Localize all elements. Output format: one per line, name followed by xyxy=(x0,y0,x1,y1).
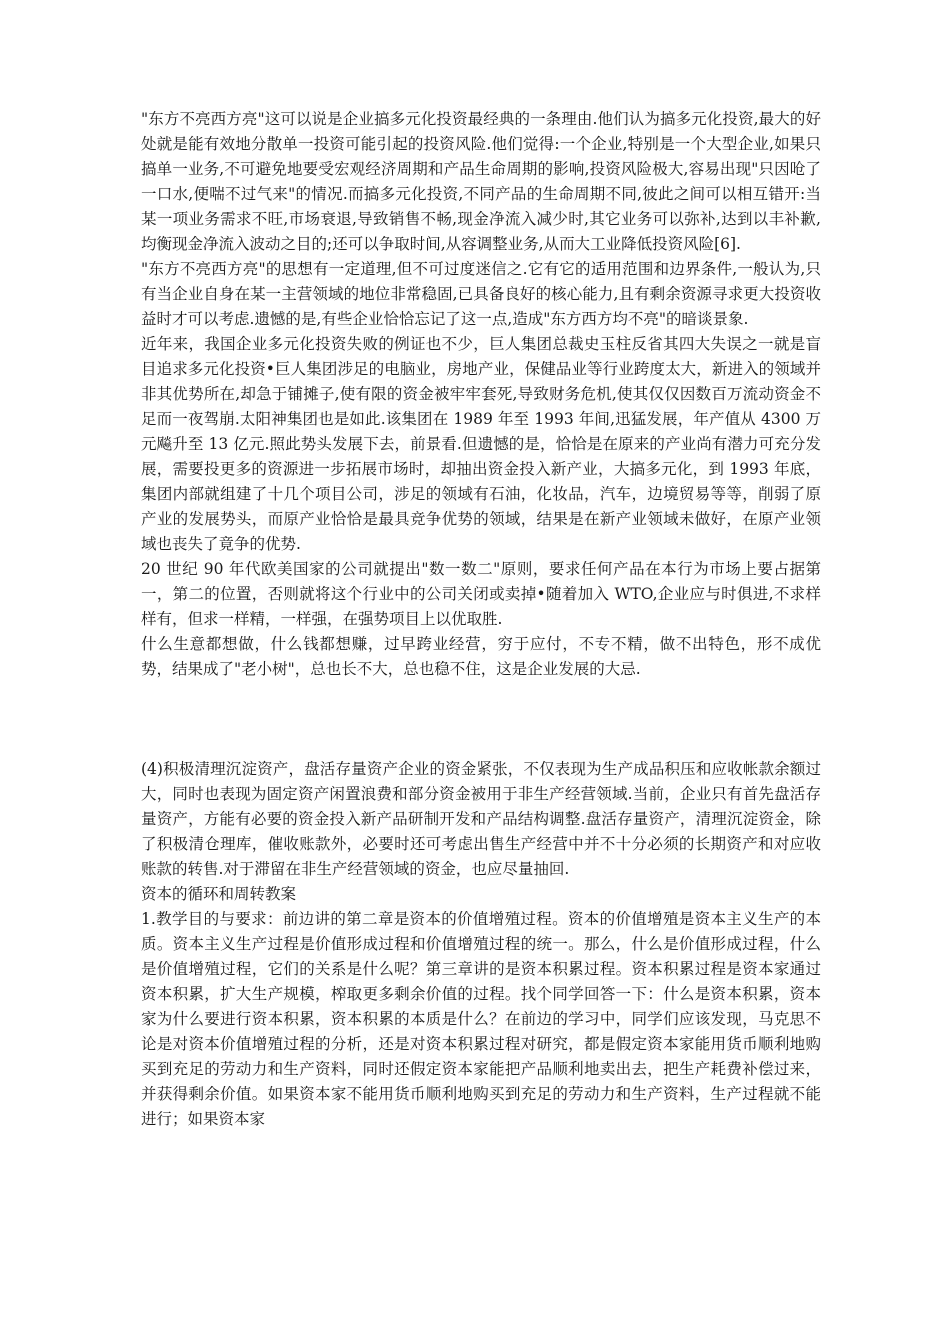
paragraph-diversification-limits: "东方不亮西方亮"的思想有一定道理,但不可过度迷信之.它有它的适用范围和边界条件,一般认为,只有当企业自身在某一主营领域的地位非常稳固,已具备良好的核心能力,且有剩余资源寻求更大投资收益时才可以考虑.遗憾的是,有些企业恰恰忘记了这一点,造成"东方西方均不亮"的暗谈景象. xyxy=(141,260,821,328)
paragraph-diversification-reason: "东方不亮西方亮"这可以说是企业搞多元化投资最经典的一条理由.他们认为搞多元化投资,最大的好处就是能有效地分散单一投资可能引起的投资风险.他们觉得:一个企业,特别是一个大型企业,如果只搞单一业务,不可避免地要受宏观经济周期和产品生命周期的影响,投资风险极大,容易出现"只因呛了一口水,便喘不过气来"的情况.而搞多元化投资,不同产品的生命周期不同,彼此之间可以相互错开:当某一项业务需求不旺,市场衰退,导致销售不畅,现金净流入减少时,其它业务可以弥补,达到以丰补歉,均衡现金净流入波动之目的;还可以争取时间,从容调整业务,从而大工业降低投资风险[6]. xyxy=(141,110,821,253)
paragraph-clear-idle-assets: (4)积极清理沉淀资产，盘活存量资产企业的资金紧张，不仅表现为生产成品积压和应收帐款余额过大，同时也表现为固定资产闲置浪费和部分资金被用于非生产经营领域.当前，企业只有首先盘活存量资产，方能有必要的资金投入新产品研制开发和产品结构调整.盘活存量资产，清理沉淀资金，除了积极清仓理库，催收账款外，必要时还可考虑出售生产经营中并不十分必须的长期资产和对应收账款的转售.对于滞留在非生产经营领域的资金，也应尽量抽回. xyxy=(141,760,821,878)
paragraph-failure-examples: 近年来，我国企业多元化投资失败的例证也不少，巨人集团总裁史玉柱反省其四大失误之一就是盲目追求多元化投资•巨人集团涉足的电脑业，房地产业，保健品业等行业跨度太大，新进入的领域并非其优势所在,却急于铺摊子,使有限的资金被牢牢套死,导致财务危机,使其仅仅因数百万流动资金不足而一夜驾崩.太阳神集团也是如此.该集团在 1989 年至 1993 年间,迅猛发展，年产值从 4300 万元飚升至 13 亿元.照此势头发展下去，前景看.但遗憾的是，恰恰是在原来的产业尚有潜力可充分发展，需要投更多的资源进一步拓展市场时，却抽出资金投入新产业，大搞多元化，到 1993 年底，集团内部就组建了十几个项目公司，涉足的领域有石油，化妆品，汽车，边境贸易等等，削弱了原产业的发展势头，而原产业恰恰是最具竞争优势的领域，结果是在新产业领域未做好，在原产业领域也丧失了竟争的优势. xyxy=(141,335,821,553)
paragraph-number-one-two-principle: 20 世纪 90 年代欧美国家的公司就提出"数一数二"原则，要求任何产品在本行为市场上要占据第一，第二的位置，否则就将这个行业中的公司关闭或卖掉•随着加入 WTO,企业应与时俱进,不求样样有，但求一样精，一样强，在强势项目上以优取胜. xyxy=(141,560,821,628)
section-gap xyxy=(141,682,821,757)
section-heading-capital-circulation: 资本的循环和周转教案 xyxy=(141,885,297,903)
paragraph-development-taboo: 什么生意都想做，什么钱都想赚，过早跨业经营，穷于应付，不专不精，做不出特色，形不成优势，结果成了"老小树"，总也长不大，总也稳不住，这是企业发展的大忌. xyxy=(141,635,821,678)
paragraph-teaching-objectives: 1.教学目的与要求：前边讲的第二章是资本的价值增殖过程。资本的价值增殖是资本主义生产的本质。资本主义生产过程是价值形成过程和价值增殖过程的统一。那么，什么是价值形成过程，什么是价值增殖过程，它们的关系是什么呢？第三章讲的是资本积累过程。资本积累过程是资本家通过资本积累，扩大生产规模，榨取更多剩余价值的过程。找个同学回答一下：什么是资本积累，资本家为什么要进行资本积累，资本积累的本质是什么？在前边的学习中，同学们应该发现，马克思不论是对资本价值增殖过程的分析，还是对资本积累过程对研究，都是假定资本家能用货币顺利地购买到充足的劳动力和生产资料，同时还假定资本家能把产品顺利地卖出去，把生产耗费补偿过来，并获得剩余价值。如果资本家不能用货币顺利地购买到充足的劳动力和生产资料，生产过程就不能进行；如果资本家 xyxy=(141,910,821,1128)
document-page xyxy=(141,107,821,1132)
